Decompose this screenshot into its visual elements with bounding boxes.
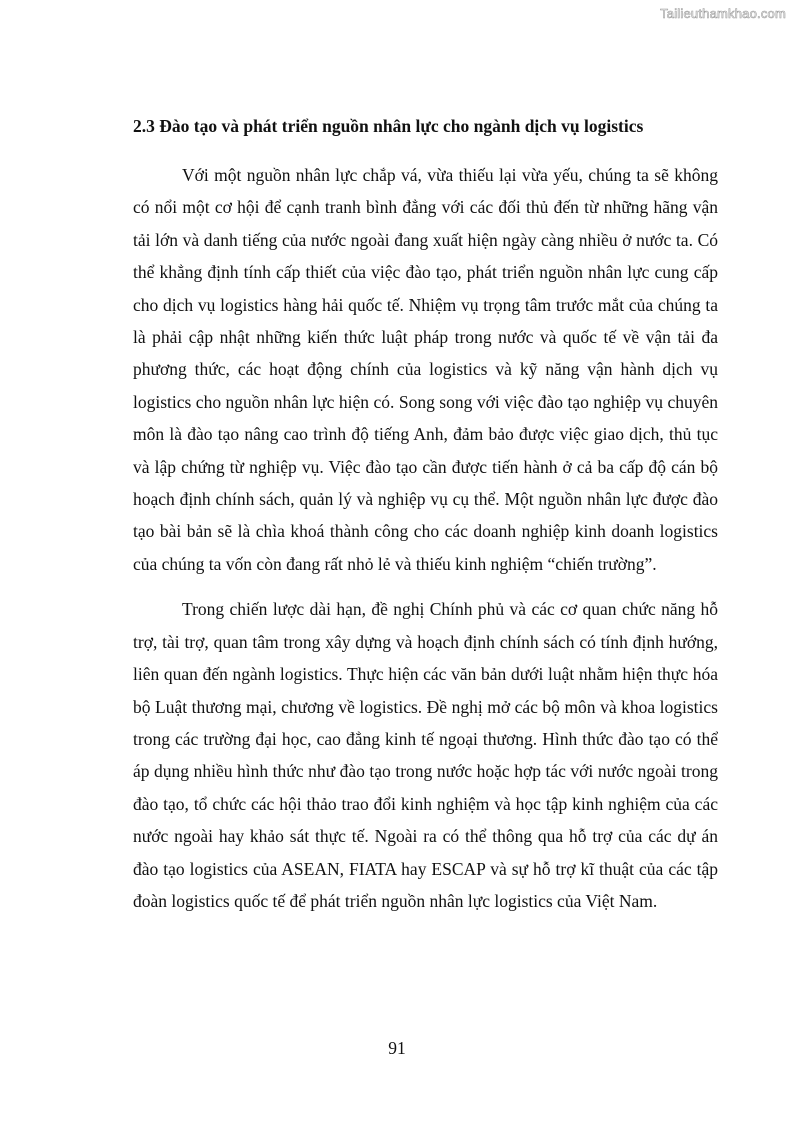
watermark-text: Tailieuthamkhao.com [660,6,786,21]
section-heading: 2.3 Đào tạo và phát triển nguồn nhân lực cho ngành dịch vụ logistics [133,116,644,136]
page-content [133,113,718,917]
page-number: 91 [388,1038,406,1058]
body-paragraph: Với một nguồn nhân lực chắp vá, vừa thiếu lại vừa yếu, chúng ta sẽ không có nổi một cơ hội để cạnh tranh bình đẳng với các đối thủ đến từ những hãng vận tải lớn và danh tiếng của nước ngoài đang xuất hiện ngày càng nhiều ở nước ta. Có thể khẳng định tính cấp thiết của việc đào tạo, phát triển nguồn nhân lực cung cấp cho dịch vụ logistics hàng hải quốc tế. Nhiệm vụ trọng tâm trước mắt của chúng ta là phải cập nhật những kiến thức luật pháp trong nước và quốc tế về vận tải đa phương thức, các hoạt động chính của logistics và kỹ năng vận hành dịch vụ logistics cho nguồn nhân lực hiện có. Song song với việc đào tạo nghiệp vụ chuyên môn là đào tạo nâng cao trình độ tiếng Anh, đảm bảo được việc giao dịch, thủ tục và lập chứng từ nghiệp vụ. Việc đào tạo cần được tiến hành ở cả ba cấp độ cán bộ hoạch định chính sách, quản lý và nghiệp vụ cụ thể. Một nguồn nhân lực được đào tạo bài bản sẽ là chìa khoá thành công cho các doanh nghiệp kinh doanh logistics của chúng ta vốn còn đang rất nhỏ lẻ và thiếu kinh nghiệm “chiến trường”. [133,165,718,574]
body-paragraph: Trong chiến lược dài hạn, đề nghị Chính phủ và các cơ quan chức năng hỗ trợ, tài trợ, quan tâm trong xây dựng và hoạch định chính sách có tính định hướng, liên quan đến ngành logistics. Thực hiện các văn bản dưới luật nhằm hiện thực hóa bộ Luật thương mại, chương về logistics. Đề nghị mở các bộ môn và khoa logistics trong các trường đại học, cao đẳng kinh tế ngoại thương. Hình thức đào tạo có thể áp dụng nhiều hình thức như đào tạo trong nước hoặc hợp tác với nước ngoài trong đào tạo, tổ chức các hội thảo trao đổi kinh nghiệm và học tập kinh nghiệm của các nước ngoài hay khảo sát thực tế. Ngoài ra có thể thông qua hỗ trợ của các dự án đào tạo logistics của ASEAN, FIATA hay ESCAP và sự hỗ trợ kĩ thuật của các tập đoàn logistics quốc tế để phát triển nguồn nhân lực logistics của Việt Nam. [133,599,718,911]
